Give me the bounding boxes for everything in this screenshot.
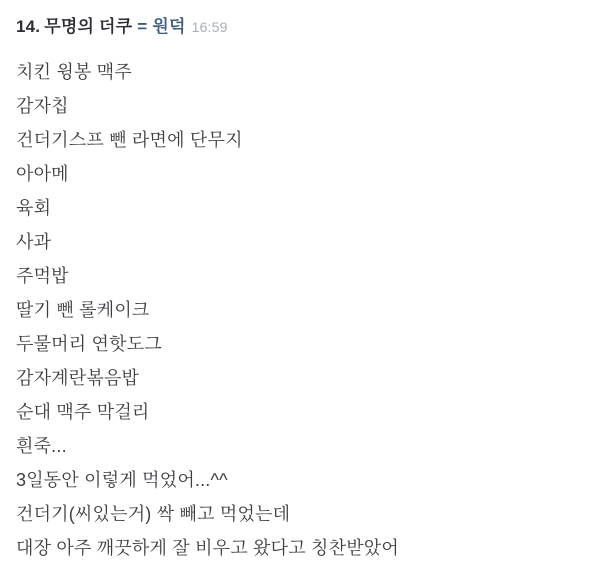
comment-body <box>16 55 582 565</box>
comment-line: 사과 <box>16 232 52 252</box>
comment-line: 치킨 윙봉 맥주 <box>16 62 132 82</box>
comment-line: 두물머리 연핫도그 <box>16 334 162 354</box>
comment-timestamp: 16:59 <box>191 19 228 35</box>
comment-line: 건더기스프 뺀 라면에 단무지 <box>16 130 243 150</box>
comment-author-badge: = 원덕 <box>137 17 186 36</box>
comment-line: 감자계란볶음밥 <box>16 368 140 388</box>
comment-line: 3일동안 이렇게 먹었어...^^ <box>16 470 228 490</box>
comment-line: 순대 맥주 막걸리 <box>16 402 150 422</box>
comment-line: 감자칩 <box>16 96 69 116</box>
comment-line: 건더기(씨있는거) 싹 빼고 먹었는데 <box>16 504 291 524</box>
comment-number: 14. <box>16 17 41 36</box>
comment-line: 흰죽... <box>16 436 67 456</box>
comment-line: 주먹밥 <box>16 266 69 286</box>
comment-line: 대장 아주 깨끗하게 잘 비우고 왔다고 칭찬받았어 <box>16 538 399 558</box>
comment-line: 육회 <box>16 198 52 218</box>
comment-line: 아아메 <box>16 164 69 184</box>
comment-line: 딸기 뺀 롤케이크 <box>16 300 150 320</box>
comment-author: 무명의 더쿠 <box>44 17 133 36</box>
comment-header <box>16 16 582 38</box>
